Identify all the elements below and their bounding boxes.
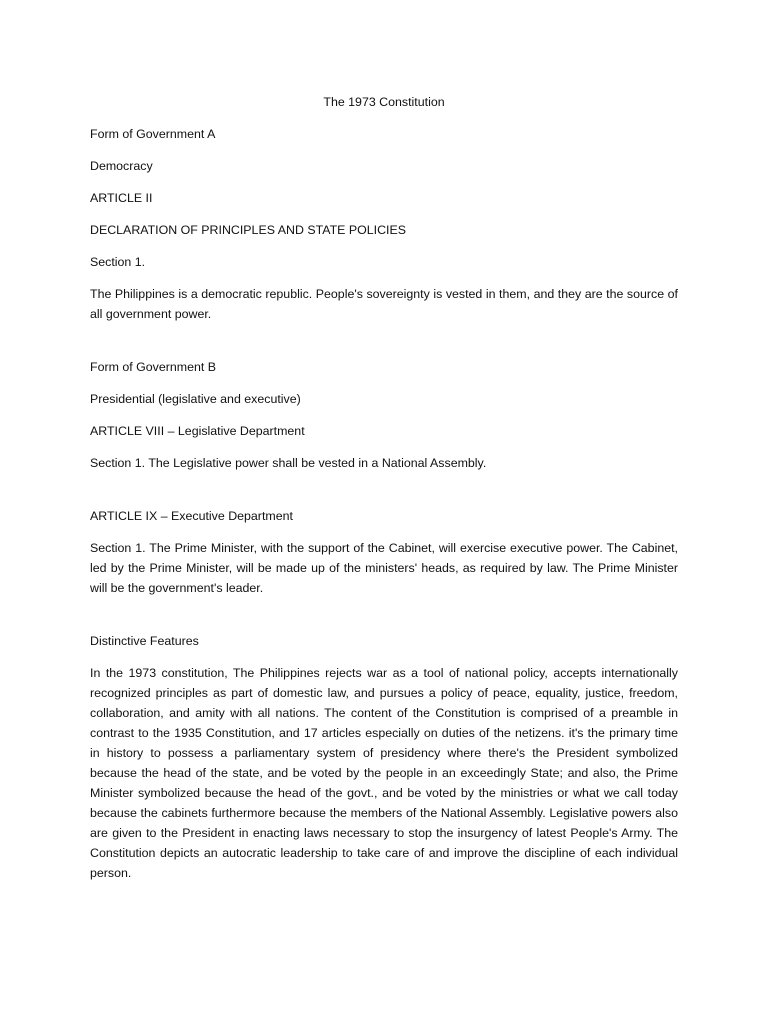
form-a-section: Section 1.: [90, 255, 146, 269]
form-b-heading: Form of Government B: [90, 360, 217, 374]
features-heading: Distinctive Features: [90, 634, 199, 648]
form-b-executive-section: Section 1. The Prime Minister, with the support of the Cabinet, will exercise executive power. The Cabinet, led by the Prime Minister, will be made up of the ministers' heads, as required by law. The Prime Minister will be the government's leader.: [90, 541, 678, 595]
spacer: [90, 485, 678, 506]
form-b-type: Presidential (legislative and executive): [90, 392, 301, 406]
form-b-article-executive: ARTICLE IX – Executive Department: [90, 509, 293, 523]
form-a-heading: Form of Government A: [90, 127, 216, 141]
features-text: In the 1973 constitution, The Philippines rejects war as a tool of national policy, accepts internationally recognized principles as part of domestic law, and pursues a policy of peace, equality, justice, freedom, collaboration, and amity with all nations. The content of the Constitution is comprised of a preamble in contrast to the 1935 Constitution, and 17 articles especially on duties of the netizens. it's the primary time in history to possess a parliamentary system of presidency where there's the President symbolized because the head of the state, and be voted by the people in an exceedingly State; and also, the Prime Minister symbolized because the head of the govt., and be voted by the ministries or what we call today because the cabinets furthermore because the members of the National Assembly. Legislative powers also are given to the President in enacting laws necessary to stop the insurgency of latest People's Army. The Constitution depicts an autocratic leadership to take care of and improve the discipline of each individual person.: [90, 666, 678, 880]
form-a-article: ARTICLE II: [90, 191, 153, 205]
form-a-text: The Philippines is a democratic republic. People's sovereignty is vested in them, and they are the source of all government power.: [90, 287, 678, 321]
form-b-legislative-section: Section 1. The Legislative power shall be vested in a National Assembly.: [90, 456, 487, 470]
document-page: [90, 92, 678, 895]
spacer: [90, 610, 678, 631]
form-b-article-legislative: ARTICLE VIII – Legislative Department: [90, 424, 305, 438]
form-a-type: Democracy: [90, 159, 153, 173]
document-title: The 1973 Constitution: [323, 95, 445, 109]
form-a-article-title: DECLARATION OF PRINCIPLES AND STATE POLICIES: [90, 223, 407, 237]
spacer: [90, 336, 678, 357]
